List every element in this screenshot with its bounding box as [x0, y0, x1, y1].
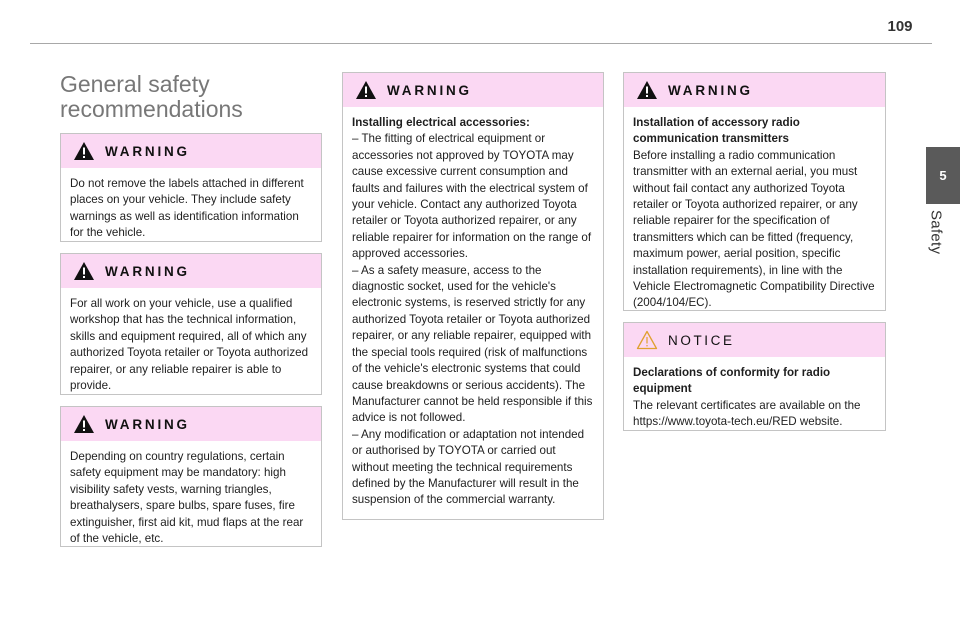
chapter-number: 5 [939, 168, 947, 183]
header-rule [30, 43, 932, 44]
warning-label: WARNING [668, 82, 753, 98]
notice-header [624, 323, 885, 357]
warning-header [343, 73, 603, 107]
warning-box-labels [60, 133, 322, 242]
warning-triangle-icon [73, 414, 95, 434]
warning-label: WARNING [387, 82, 472, 98]
warning-box-workshop [60, 253, 322, 395]
warning-subtitle: Installing electrical accessories: [352, 116, 530, 129]
warning-text: Before installing a radio communication transmitter with an external aerial, you must without fail contact any authorized Toyota retailer or Toyota authorized repairer, or any reliable repairer for the specification of transmitters which can be fitted (frequency, maximum power, aerial position, specific installation requirements), in line with the Vehicle Electromagnetic Compatibility Directive (2004/104/EC). [633, 148, 875, 310]
warning-box-equipment [60, 406, 322, 547]
warning-header [61, 134, 321, 168]
warning-subtitle: Installation of accessory radio communication transmitters [633, 116, 800, 146]
page-number: 109 [887, 18, 913, 35]
notice-subtitle: Declarations of conformity for radio equipment [633, 366, 831, 396]
notice-label: NOTICE [668, 332, 735, 348]
warning-triangle-icon [73, 261, 95, 281]
warning-text: Do not remove the labels attached in different places on your vehicle. They include safety warnings as well as identification information for the vehicle. [70, 177, 304, 240]
notice-text: The relevant certificates are available on the https://www.toyota-tech.eu/RED website. [633, 398, 861, 429]
warning-triangle-icon [73, 141, 95, 161]
warning-triangle-icon [636, 80, 658, 100]
warning-header [61, 254, 321, 288]
warning-paragraph: – Any modification or adaptation not intended or authorised by TOYOTA or carried out without meeting the technical requirements defined by the Manufacturer will result in the suspension of the commercial warranty. [352, 427, 585, 507]
notice-triangle-icon [636, 330, 658, 350]
warning-label: WARNING [105, 263, 190, 279]
notice-box-conformity [623, 322, 886, 431]
warning-triangle-icon [355, 80, 377, 100]
section-title: General safety recommendations [60, 71, 243, 122]
warning-header [624, 73, 885, 107]
warning-box-electrical [342, 72, 604, 520]
warning-text: For all work on your vehicle, use a qualified workshop that has the technical information, skills and equipment required, all of which any authorized Toyota retailer or Toyota authorized repairer, or any reliable repairer is able to provide. [70, 297, 309, 393]
warning-header [61, 407, 321, 441]
chapter-label: Safety [927, 210, 945, 255]
warning-text: Depending on country regulations, certain safety equipment may be mandatory: high visibility safety vests, warning triangles, breathalysers, spare bulbs, spare fuses, fire extinguisher, first aid kit, mud flaps at the rear of the vehicle, etc. [70, 450, 304, 546]
warning-paragraph: – The fitting of electrical equipment or accessories not approved by TOYOTA may cause excessive current consumption and faults and failures with the electrical system of your vehicle. Contact any authorized Toyota retailer or Toyota authorized repairer, or any reliable repairer for information on the range of approved accessories. [352, 132, 592, 261]
warning-paragraph: – As a safety measure, access to the diagnostic socket, used for the vehicle's electronic systems, is reserved strictly for any authorized Toyota retailer or Toyota authorized repairer, or any reliable repairer, equipped with the special tools required (risk of malfunctions of the vehicle's electronic systems that could cause breakdowns or serious accidents). The Manufacturer cannot be held responsible if this advice is not followed. [352, 263, 593, 425]
warning-label: WARNING [105, 143, 190, 159]
warning-label: WARNING [105, 416, 190, 432]
warning-box-radio [623, 72, 886, 311]
chapter-tab[interactable] [926, 147, 960, 204]
